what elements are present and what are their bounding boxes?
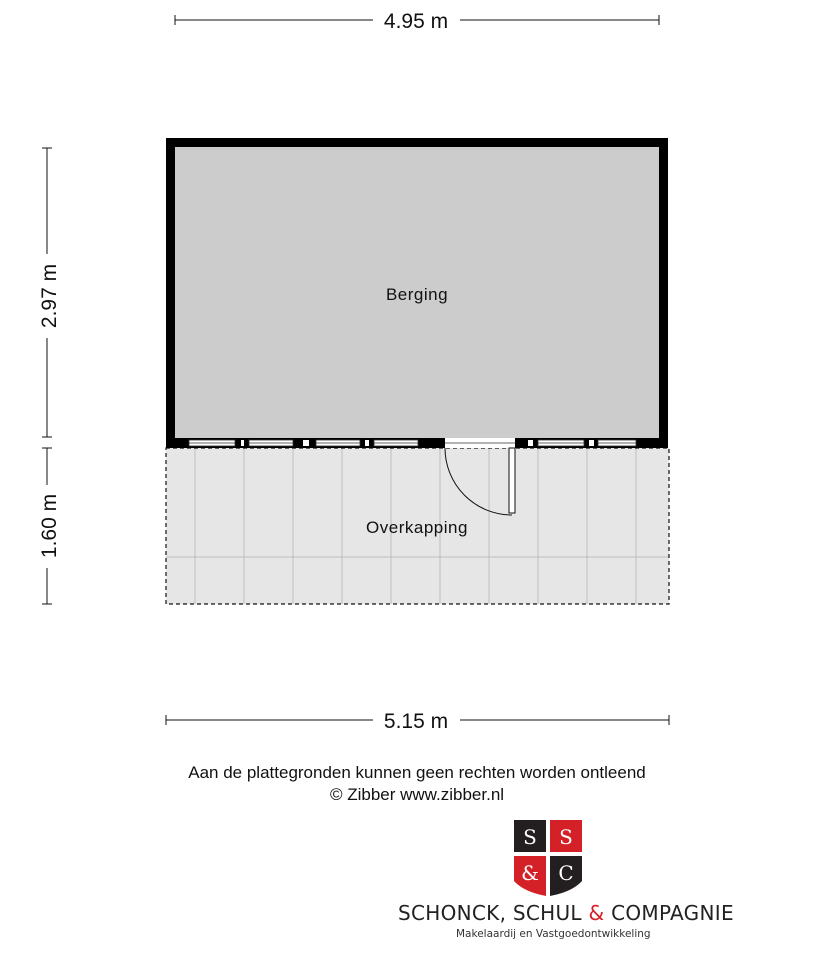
company-name-ampersand: &	[588, 901, 605, 925]
bottom-dimension-label: 5.15 m	[383, 710, 449, 733]
room-label-berging: Berging	[385, 285, 449, 304]
logo-letter-amp: &	[521, 861, 539, 885]
disclaimer-line-1: Aan de plattegronden kunnen geen rechten worden ontleend	[188, 763, 646, 782]
logo-letter-s2: S	[559, 825, 573, 849]
disclaimer-line-2: © Zibber www.zibber.nl	[329, 785, 505, 804]
company-name-part2: COMPAGNIE	[604, 901, 734, 925]
company-name	[398, 901, 734, 925]
company-tagline: Makelaardij en Vastgoedontwikkeling	[456, 928, 651, 940]
logo-letter-s1: S	[523, 825, 537, 849]
room-label-overkapping: Overkapping	[366, 518, 468, 537]
left-upper-dimension-label: 2.97 m	[38, 263, 61, 329]
window	[189, 440, 636, 446]
company-logo-icon	[514, 820, 582, 899]
company-name-part1: SCHONCK, SCHUL	[398, 901, 589, 925]
logo-letter-c: C	[558, 861, 574, 885]
disclaimer	[0, 762, 834, 806]
left-lower-dimension-label: 1.60 m	[38, 493, 61, 559]
top-dimension-label: 4.95 m	[383, 10, 449, 33]
front-wall	[166, 438, 668, 448]
